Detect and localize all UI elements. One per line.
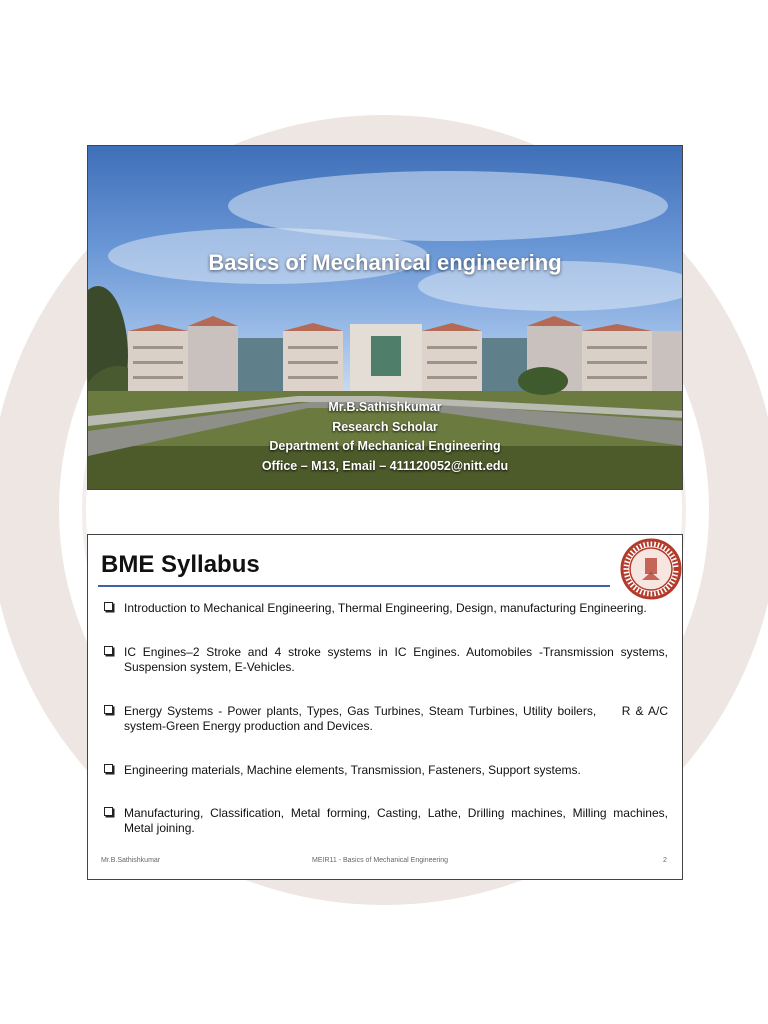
presenter-department: Department of Mechanical Engineering: [269, 439, 501, 453]
checkbox-bullet-icon: [104, 705, 113, 714]
presentation-title: Basics of Mechanical engineering: [208, 250, 562, 275]
checkbox-bullet-icon: [104, 764, 113, 773]
list-item: Introduction to Mechanical Engineering, Thermal Engineering, Design, manufacturing Engineering.: [104, 601, 668, 616]
list-item: Manufacturing, Classification, Metal forming, Casting, Lathe, Drilling machines, Milling machines, Metal joining.: [104, 806, 668, 836]
footer-page-number: 2: [663, 857, 667, 864]
footer-author: Mr.B.Sathishkumar: [101, 857, 161, 864]
checkbox-bullet-icon: [104, 807, 113, 816]
slide-title: BME Syllabus: [101, 551, 260, 578]
syllabus-slide: [87, 534, 683, 880]
presenter-role: Research Scholar: [332, 419, 438, 434]
presenter-name: Mr.B.Sathishkumar: [328, 400, 442, 414]
checkbox-bullet-icon: [104, 602, 113, 611]
list-item: Energy Systems - Power plants, Types, Gas Turbines, Steam Turbines, Utility boilers, R & A/C system-Green Energy production and Devices.: [104, 704, 668, 734]
list-item: IC Engines–2 Stroke and 4 stroke systems in IC Engines. Automobiles -Transmission systems, Suspension system, E-Vehicles.: [104, 645, 668, 675]
list-item: Engineering materials, Machine elements, Transmission, Fasteners, Support systems.: [104, 763, 668, 778]
checkbox-bullet-icon: [104, 646, 113, 655]
presenter-contact: Office – M13, Email – 411120052@nitt.edu: [261, 458, 509, 473]
title-slide: [87, 145, 683, 490]
title-divider: [98, 585, 610, 587]
presenter-info: [88, 398, 682, 476]
footer-course: MEIR11 - Basics of Mechanical Engineering: [312, 857, 449, 864]
institute-seal: [620, 538, 682, 600]
